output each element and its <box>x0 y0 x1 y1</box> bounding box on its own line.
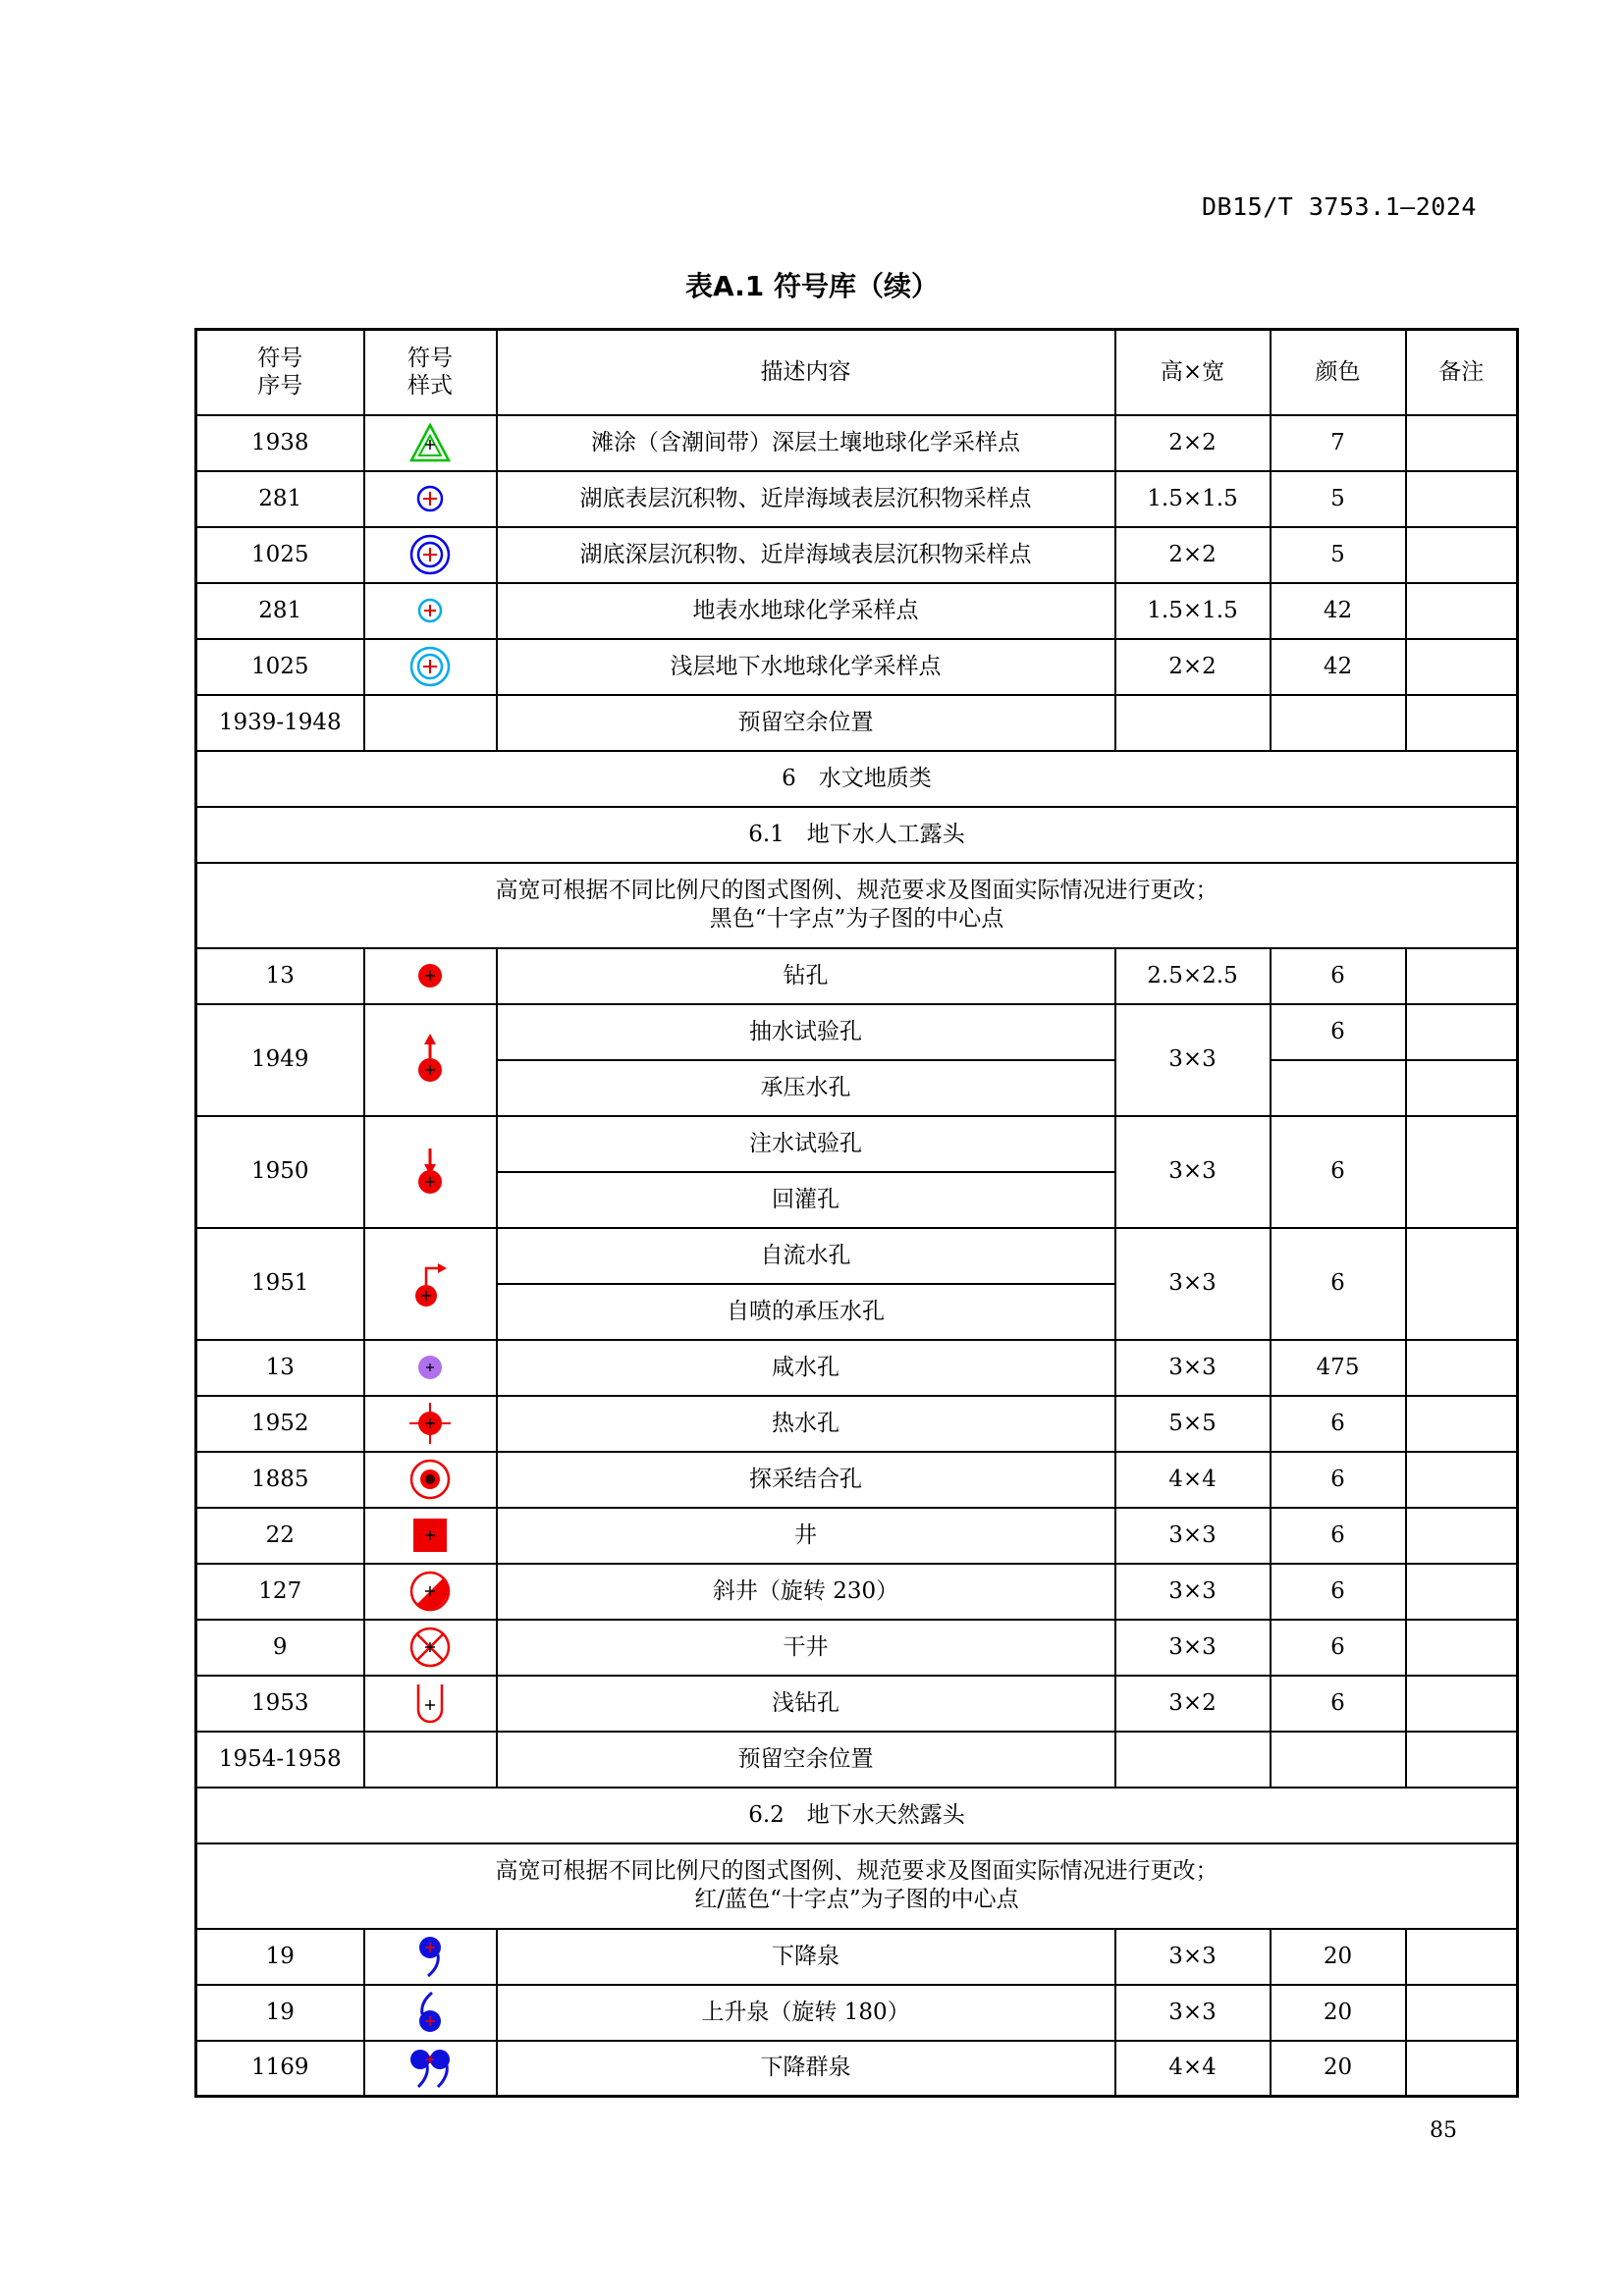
style-cell <box>364 2041 497 2097</box>
note-cell <box>1406 1564 1518 1620</box>
arrow-up-dot-icon <box>408 1031 452 1090</box>
table-row <box>196 1508 1518 1564</box>
seq-cell: 127 <box>196 1564 364 1620</box>
size-cell: 2.5×2.5 <box>1115 948 1271 1004</box>
seq-cell: 19 <box>196 1929 364 1985</box>
section-row <box>196 751 1518 807</box>
col-style: 符号 样式 <box>364 330 497 415</box>
section-heading: 6 水文地质类 <box>196 751 1518 807</box>
size-cell: 5×5 <box>1115 1396 1271 1452</box>
desc-cell: 湖底深层沉积物、近岸海域表层沉积物采样点 <box>497 527 1115 583</box>
table-header-row <box>196 330 1518 415</box>
table-row <box>196 1929 1518 1985</box>
section-row <box>196 807 1518 863</box>
size-cell: 3×3 <box>1115 1985 1271 2041</box>
size-cell: 3×2 <box>1115 1676 1271 1732</box>
size-cell: 2×2 <box>1115 639 1271 695</box>
size-cell: 3×3 <box>1115 1004 1271 1116</box>
table-row <box>196 471 1518 527</box>
table-row <box>196 1732 1518 1788</box>
desc-cell: 干井 <box>497 1620 1115 1676</box>
seq-cell: 1939-1948 <box>196 695 364 751</box>
seq-cell: 1025 <box>196 639 364 695</box>
note-cell <box>1406 1929 1518 1985</box>
table-row <box>196 583 1518 639</box>
note-cell <box>1406 1340 1518 1396</box>
note-cell <box>1406 1676 1518 1732</box>
seq-cell: 1950 <box>196 1116 364 1228</box>
table-row <box>196 1452 1518 1508</box>
desc-cell: 自流水孔 <box>497 1228 1115 1284</box>
desc-cell: 斜井（旋转 230） <box>497 1564 1115 1620</box>
note-cell <box>1406 583 1518 639</box>
cyan-double-circle-icon <box>408 645 452 688</box>
seq-cell: 281 <box>196 583 364 639</box>
size-cell: 3×3 <box>1115 1228 1271 1340</box>
note-cell <box>1406 1228 1518 1340</box>
table-title: 表A.1 符号库（续） <box>684 270 940 302</box>
col-note: 备注 <box>1406 330 1518 415</box>
note-cell <box>1406 948 1518 1004</box>
crossed-circle-icon <box>407 1625 453 1670</box>
u-shape-icon <box>410 1681 450 1726</box>
seq-cell: 1951 <box>196 1228 364 1340</box>
style-cell <box>364 948 497 1004</box>
blue-circle-small-icon <box>410 479 450 518</box>
table-row <box>196 695 1518 751</box>
size-cell: 3×3 <box>1115 1340 1271 1396</box>
color-cell: 6 <box>1271 1452 1406 1508</box>
color-cell: 6 <box>1271 1508 1406 1564</box>
table-row <box>196 1340 1518 1396</box>
style-cell <box>364 639 497 695</box>
seq-cell: 13 <box>196 948 364 1004</box>
desc-cell: 探采结合孔 <box>497 1452 1115 1508</box>
blue-double-circle-icon <box>408 533 452 576</box>
color-cell: 20 <box>1271 1929 1406 1985</box>
desc-cell: 浅钻孔 <box>497 1676 1115 1732</box>
table-row <box>196 1116 1518 1172</box>
color-cell: 42 <box>1271 583 1406 639</box>
note-cell <box>1406 1060 1518 1116</box>
desc-cell: 自喷的承压水孔 <box>497 1284 1115 1340</box>
note-cell <box>1406 415 1518 471</box>
table-row <box>196 527 1518 583</box>
desc-cell: 地表水地球化学采样点 <box>497 583 1115 639</box>
style-cell <box>364 415 497 471</box>
desc-cell: 上升泉（旋转 180） <box>497 1985 1115 2041</box>
table-row <box>196 1228 1518 1284</box>
size-cell: 3×3 <box>1115 1116 1271 1228</box>
size-cell: 4×4 <box>1115 1452 1271 1508</box>
spring-up-icon <box>410 1989 450 2036</box>
seq-cell: 1169 <box>196 2041 364 2097</box>
note-cell <box>1406 471 1518 527</box>
style-cell <box>364 1508 497 1564</box>
seq-cell: 9 <box>196 1620 364 1676</box>
table-row <box>196 415 1518 471</box>
size-cell <box>1115 1732 1271 1788</box>
style-cell <box>364 1564 497 1620</box>
document-id: DB15/T 3753.1—2024 <box>1202 192 1477 221</box>
seq-cell: 1025 <box>196 527 364 583</box>
note-cell <box>1406 2041 1518 2097</box>
style-cell <box>364 1676 497 1732</box>
note-row <box>196 863 1518 948</box>
table-row <box>196 1004 1518 1060</box>
note-cell <box>1406 1985 1518 2041</box>
color-cell: 7 <box>1271 415 1406 471</box>
size-cell: 3×3 <box>1115 1508 1271 1564</box>
desc-cell: 咸水孔 <box>497 1340 1115 1396</box>
style-cell <box>364 471 497 527</box>
size-cell: 4×4 <box>1115 2041 1271 2097</box>
color-cell: 6 <box>1271 1004 1406 1060</box>
note-cell <box>1406 639 1518 695</box>
seq-cell: 1938 <box>196 415 364 471</box>
subsection-heading: 6.1 地下水人工露头 <box>196 807 1518 863</box>
color-cell: 5 <box>1271 471 1406 527</box>
size-cell: 2×2 <box>1115 527 1271 583</box>
red-square-icon <box>408 1514 452 1557</box>
note-cell <box>1406 1396 1518 1452</box>
style-cell <box>364 583 497 639</box>
ring-dot-icon <box>407 1457 453 1502</box>
table-row <box>196 639 1518 695</box>
col-seq: 符号 序号 <box>196 330 364 415</box>
desc-cell: 预留空余位置 <box>497 695 1115 751</box>
style-cell <box>364 1116 497 1228</box>
color-cell: 6 <box>1271 1228 1406 1340</box>
style-cell <box>364 1929 497 1985</box>
col-color: 颜色 <box>1271 330 1406 415</box>
color-cell: 5 <box>1271 527 1406 583</box>
symbol-table <box>194 328 1519 2098</box>
color-cell <box>1271 1060 1406 1116</box>
note-cell <box>1406 1116 1518 1228</box>
size-cell: 3×3 <box>1115 1929 1271 1985</box>
page-number: 85 <box>1430 2118 1457 2143</box>
note-cell <box>1406 1508 1518 1564</box>
seq-cell: 1954-1958 <box>196 1732 364 1788</box>
red-dot-icon <box>410 956 450 995</box>
color-cell <box>1271 1732 1406 1788</box>
style-cell <box>364 695 497 751</box>
desc-cell: 预留空余位置 <box>497 1732 1115 1788</box>
color-cell: 6 <box>1271 1564 1406 1620</box>
table-row <box>196 1396 1518 1452</box>
seq-cell: 19 <box>196 1985 364 2041</box>
note-cell <box>1406 1004 1518 1060</box>
style-cell <box>364 527 497 583</box>
seq-cell: 1949 <box>196 1004 364 1116</box>
note-cell <box>1406 695 1518 751</box>
style-cell <box>364 1452 497 1508</box>
size-cell: 3×3 <box>1115 1564 1271 1620</box>
color-cell: 6 <box>1271 1620 1406 1676</box>
table-row <box>196 1564 1518 1620</box>
color-cell: 20 <box>1271 1985 1406 2041</box>
seq-cell: 1953 <box>196 1676 364 1732</box>
desc-cell: 热水孔 <box>497 1396 1115 1452</box>
note-cell <box>1406 527 1518 583</box>
size-cell <box>1115 695 1271 751</box>
style-cell <box>364 1396 497 1452</box>
note-cell <box>1406 1732 1518 1788</box>
size-cell: 1.5×1.5 <box>1115 583 1271 639</box>
style-cell <box>364 1004 497 1116</box>
purple-dot-icon <box>410 1348 450 1387</box>
color-cell: 6 <box>1271 1116 1406 1228</box>
half-circle-icon <box>407 1569 453 1614</box>
color-cell <box>1271 695 1406 751</box>
style-cell <box>364 1985 497 2041</box>
flowing-dot-icon <box>408 1255 452 1313</box>
col-size: 高×宽 <box>1115 330 1271 415</box>
color-cell: 6 <box>1271 948 1406 1004</box>
note-cell <box>1406 1452 1518 1508</box>
desc-cell: 浅层地下水地球化学采样点 <box>497 639 1115 695</box>
desc-cell: 井 <box>497 1508 1115 1564</box>
style-cell <box>364 1228 497 1340</box>
desc-cell: 回灌孔 <box>497 1172 1115 1228</box>
desc-cell: 注水试验孔 <box>497 1116 1115 1172</box>
style-cell <box>364 1732 497 1788</box>
size-cell: 2×2 <box>1115 415 1271 471</box>
seq-cell: 1885 <box>196 1452 364 1508</box>
color-cell: 475 <box>1271 1340 1406 1396</box>
col-desc: 描述内容 <box>497 330 1115 415</box>
seq-cell: 1952 <box>196 1396 364 1452</box>
spring-down-icon <box>410 1933 450 1980</box>
size-cell: 1.5×1.5 <box>1115 471 1271 527</box>
note-row <box>196 1843 1518 1929</box>
note-cell: 高宽可根据不同比例尺的图式图例、规范要求及图面实际情况进行更改； 黑色“十字点”为子图的中心点 <box>196 863 1518 948</box>
color-cell: 42 <box>1271 639 1406 695</box>
table-row <box>196 1676 1518 1732</box>
color-cell: 6 <box>1271 1676 1406 1732</box>
seq-cell: 13 <box>196 1340 364 1396</box>
section-row <box>196 1788 1518 1843</box>
seq-cell: 22 <box>196 1508 364 1564</box>
note-cell: 高宽可根据不同比例尺的图式图例、规范要求及图面实际情况进行更改； 红/蓝色“十字点”为子图的中心点 <box>196 1843 1518 1929</box>
desc-cell: 钻孔 <box>497 948 1115 1004</box>
desc-cell: 承压水孔 <box>497 1060 1115 1116</box>
table-row <box>196 948 1518 1004</box>
seq-cell: 281 <box>196 471 364 527</box>
color-cell: 6 <box>1271 1396 1406 1452</box>
desc-cell: 下降群泉 <box>497 2041 1115 2097</box>
crosshair-dot-icon <box>407 1401 453 1446</box>
table-row <box>196 1985 1518 2041</box>
arrow-down-dot-icon <box>408 1143 452 1201</box>
desc-cell: 抽水试验孔 <box>497 1004 1115 1060</box>
style-cell <box>364 1340 497 1396</box>
spring-group-icon <box>406 2045 454 2092</box>
subsection-heading: 6.2 地下水天然露头 <box>196 1788 1518 1843</box>
color-cell: 20 <box>1271 2041 1406 2097</box>
note-cell <box>1406 1620 1518 1676</box>
cyan-circle-small-icon <box>410 591 450 630</box>
table-row <box>196 1620 1518 1676</box>
desc-cell: 下降泉 <box>497 1929 1115 1985</box>
desc-cell: 湖底表层沉积物、近岸海域表层沉积物采样点 <box>497 471 1115 527</box>
desc-cell: 滩涂（含潮间带）深层土壤地球化学采样点 <box>497 415 1115 471</box>
style-cell <box>364 1620 497 1676</box>
size-cell: 3×3 <box>1115 1620 1271 1676</box>
table-row <box>196 2041 1518 2097</box>
green-triangle-icon <box>408 421 452 464</box>
